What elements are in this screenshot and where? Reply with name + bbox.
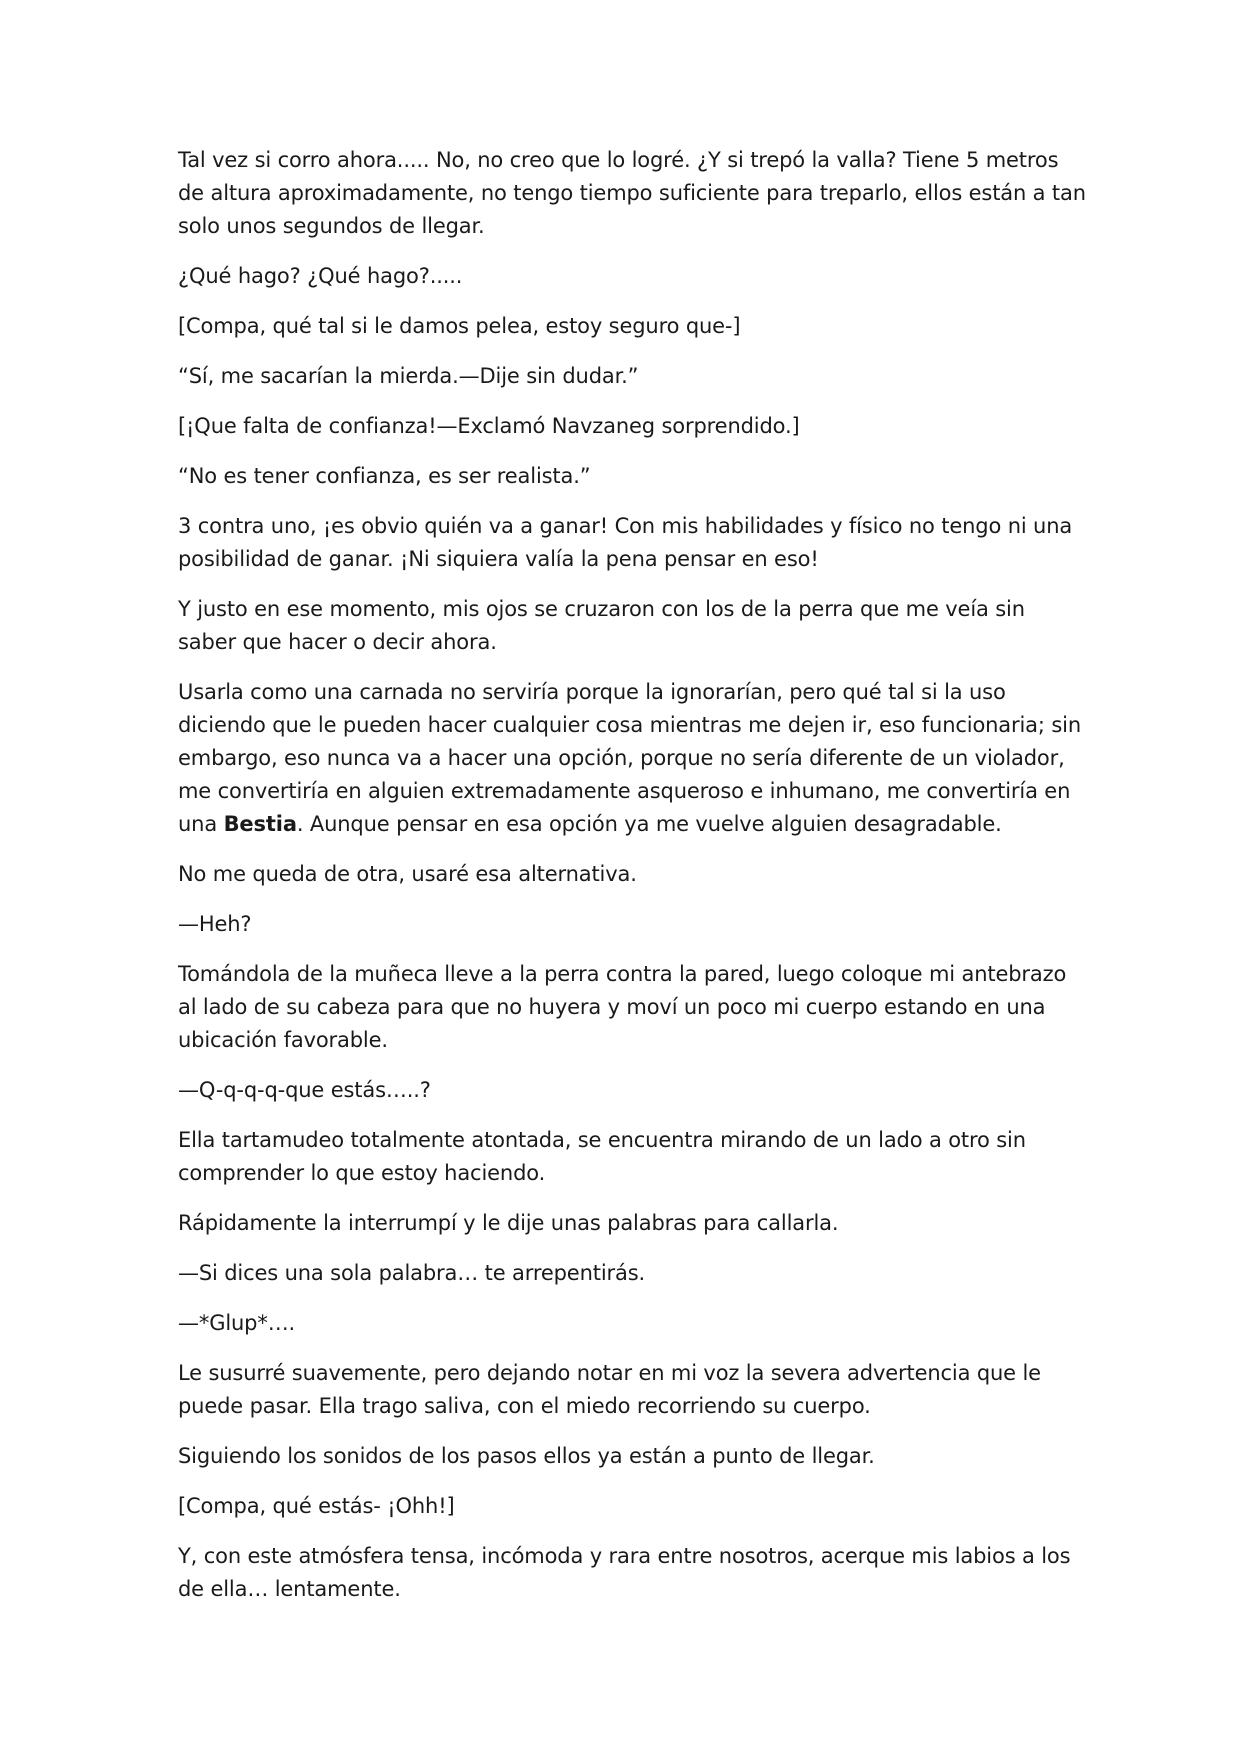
paragraph: [Compa, qué tal si le damos pelea, estoy seguro que-]	[178, 314, 741, 338]
paragraph: [¡Que falta de confianza!—Exclamó Navzaneg sorprendido.]	[178, 414, 800, 438]
paragraph: —Heh?	[178, 912, 252, 936]
paragraph: Siguiendo los sonidos de los pasos ellos ya están a punto de llegar.	[178, 1444, 875, 1468]
document-body	[178, 144, 1088, 1623]
paragraph: “Sí, me sacarían la mierda.—Dije sin dudar.”	[178, 364, 639, 388]
paragraph: Y, con este atmósfera tensa, incómoda y rara entre nosotros, acerque mis labios a los de ella… lentamente.	[178, 1544, 1071, 1601]
paragraph: [Compa, qué estás- ¡Ohh!]	[178, 1494, 455, 1518]
paragraph: Ella tartamudeo totalmente atontada, se encuentra mirando de un lado a otro sin comprender lo que estoy haciendo.	[178, 1128, 1026, 1185]
paragraph: —Q-q-q-q-que estás…..?	[178, 1078, 431, 1102]
paragraph: —*Glup*….	[178, 1311, 296, 1335]
paragraph: —Si dices una sola palabra… te arrepentirás.	[178, 1261, 646, 1285]
paragraph: Tomándola de la muñeca lleve a la perra contra la pared, luego coloque mi antebrazo al lado de su cabeza para que no huyera y moví un poco mi cuerpo estando en una ubicación favorable.	[178, 962, 1067, 1052]
paragraph: “No es tener confianza, es ser realista.”	[178, 464, 591, 488]
paragraph: Y justo en ese momento, mis ojos se cruzaron con los de la perra que me veía sin saber que hacer o decir ahora.	[178, 597, 1025, 654]
paragraph: Le susurré suavemente, pero dejando notar en mi voz la severa advertencia que le puede pasar. Ella trago saliva, con el miedo recorriendo su cuerpo.	[178, 1361, 1041, 1418]
paragraph: No me queda de otra, usaré esa alternativa.	[178, 862, 637, 886]
paragraph-text: Usarla como una carnada no serviría porque la ignorarían, pero qué tal si la uso diciendo que le pueden hacer cualquier cosa mientras me dejen ir, eso funcionaria; sin embargo, eso nunca va a hacer una opción, porque no sería diferente de un violador, me convertiría en alguien extremadamente asqueroso e inhumano, me convertiría en una	[178, 680, 1081, 836]
bold-term: Bestia	[223, 812, 297, 836]
paragraph	[178, 676, 1088, 841]
paragraph: Tal vez si corro ahora..... No, no creo que lo logré. ¿Y si trepó la valla? Tiene 5 metros de altura aproximadamente, no tengo tiempo suficiente para treparlo, ellos están a tan solo unos segundos de llegar.	[178, 148, 1086, 238]
paragraph: ¿Qué hago? ¿Qué hago?.....	[178, 264, 463, 288]
paragraph: Rápidamente la interrumpí y le dije unas palabras para callarla.	[178, 1211, 839, 1235]
paragraph-text: . Aunque pensar en esa opción ya me vuelve alguien desagradable.	[296, 812, 1002, 836]
paragraph: 3 contra uno, ¡es obvio quién va a ganar! Con mis habilidades y físico no tengo ni una posibilidad de ganar. ¡Ni siquiera valía la pena pensar en eso!	[178, 514, 1073, 571]
